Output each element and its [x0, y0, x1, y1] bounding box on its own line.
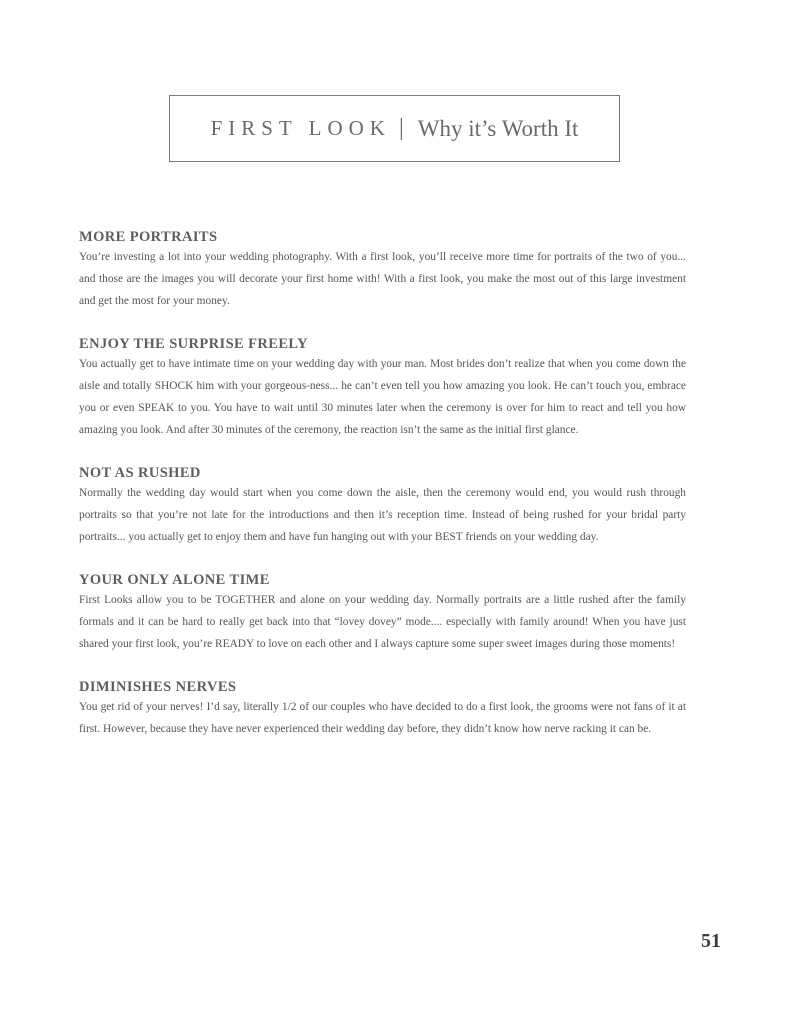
page-number: 51	[701, 930, 721, 952]
section-not-as-rushed	[79, 464, 686, 548]
section-heading: NOT AS RUSHED	[79, 465, 201, 481]
content-body	[79, 228, 686, 763]
section-paragraph: You get rid of your nerves! I’d say, literally 1/2 of our couples who have decided to do a first look, the grooms were not fans of it at first. However, because they have never experienced their wedding day before, they didn’t know how nerve racking it can be.	[79, 701, 686, 735]
title-separator: |	[398, 115, 404, 141]
section-paragraph: You actually get to have intimate time on your wedding day with your man. Most brides don’t realize that when you come down the aisle and totally SHOCK him with your gorgeous-ness... he can’t even tell you how amazing you look. He can’t touch you, embrace you or even SPEAK to you. You have to wait until 30 minutes later when the ceremony is over for him to react and tell you how amazing you look. And after 30 minutes of the ceremony, the reaction isn’t the same as the initial first glance.	[79, 358, 686, 436]
section-heading: YOUR ONLY ALONE TIME	[79, 572, 270, 588]
section-enjoy-surprise	[79, 335, 686, 441]
section-heading: MORE PORTRAITS	[79, 229, 218, 245]
title-subtitle: Why it’s Worth It	[417, 115, 579, 141]
section-diminishes-nerves	[79, 678, 686, 740]
section-more-portraits	[79, 228, 686, 312]
section-heading: ENJOY THE SURPRISE FREELY	[79, 336, 309, 352]
section-alone-time	[79, 571, 686, 655]
section-paragraph: You’re investing a lot into your wedding photography. With a first look, you’ll receive more time for portraits of the two of you... and those are the images you will decorate your first home with! With a first look, you make the most out of this large investment and get the most for your money.	[79, 251, 686, 307]
section-paragraph: First Looks allow you to be TOGETHER and alone on your wedding day. Normally portraits are a little rushed after the family formals and it can be hard to really get back into that “lovey dovey” mode.... especially with family around! When you have just shared your first look, you’re READY to love on each other and I always capture some super sweet images during those moments!	[79, 594, 686, 650]
section-heading: DIMINISHES NERVES	[79, 679, 237, 695]
title-box	[169, 95, 620, 162]
title-main: FIRST LOOK	[210, 116, 391, 140]
section-paragraph: Normally the wedding day would start when you come down the aisle, then the ceremony would end, you would rush through portraits so that you’re not late for the introductions and then it’s reception time. Instead of being rushed for your bridal party portraits... you actually get to enjoy them and have fun hanging out with your BEST friends on your wedding day.	[79, 487, 686, 543]
